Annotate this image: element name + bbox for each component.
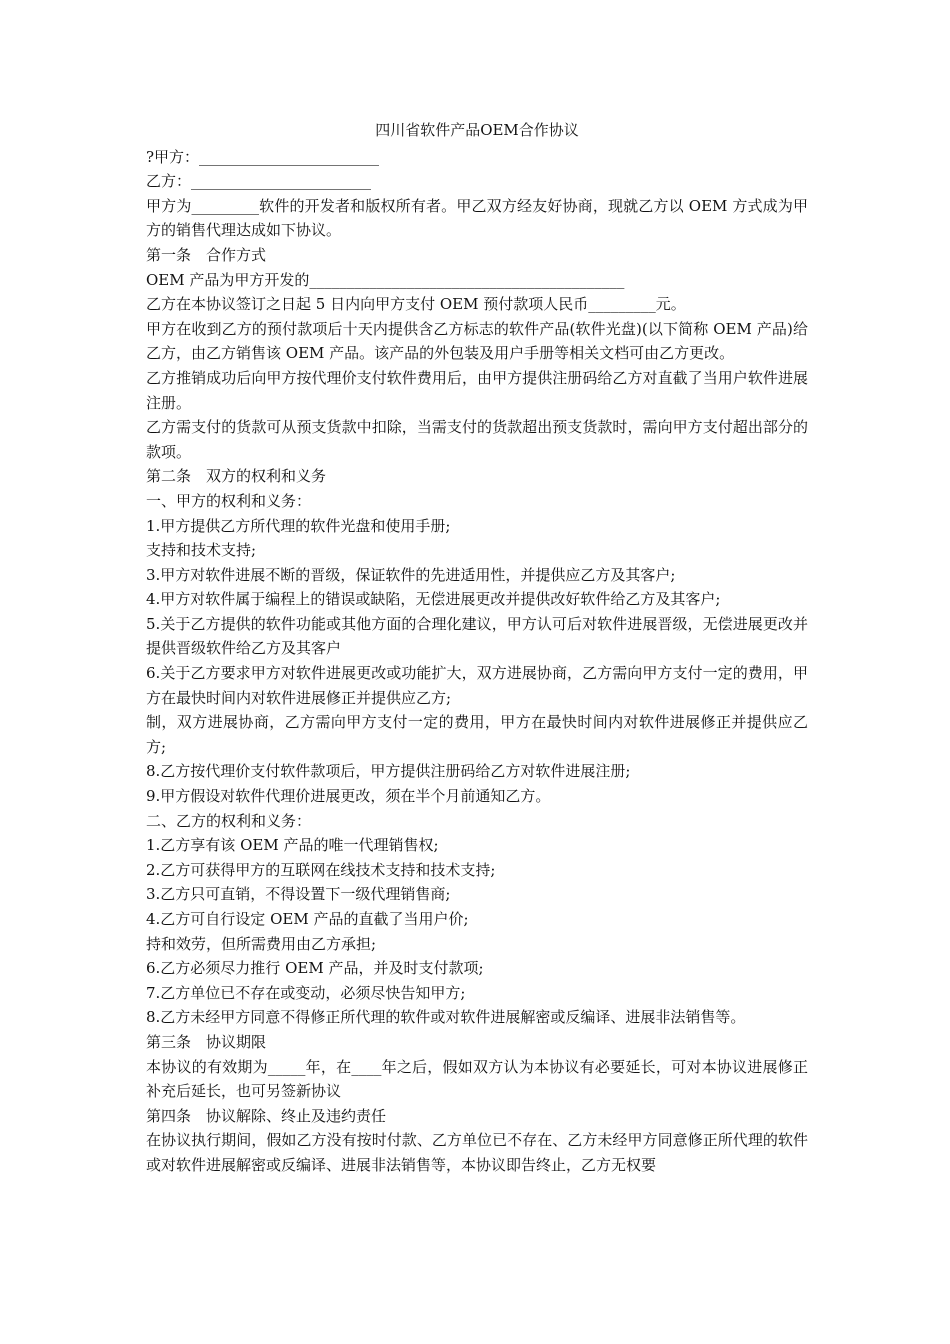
paragraph-line: 第四条 协议解除、终止及违约责任 — [146, 1106, 387, 1125]
paragraph-line: 乙方：________________________ — [146, 172, 372, 191]
paragraph-line: 制，双方进展协商，乙方需向甲方支付一定的费用，甲方在最快时间内对软件进展修正并提供应乙方; — [146, 713, 808, 756]
paragraph-line: 一、甲方的权利和义务： — [146, 491, 312, 510]
document-body — [146, 118, 808, 1178]
paragraph-line: 在协议执行期间，假如乙方没有按时付款、乙方单位已不存在、乙方未经甲方同意修正所代理的软件或对软件进展解密或反编译、进展非法销售等，本协议即告终止，乙方无权要 — [146, 1131, 808, 1174]
paragraph-line: 本协议的有效期为_____年，在____年之后，假如双方认为本协议有必要延长，可对本协议进展修正补充后延长，也可另签新协议 — [146, 1057, 808, 1101]
paragraph-line: 乙方在本协议签订之日起 5 日内向甲方支付 OEM 预付款项人民币_________元。 — [146, 295, 686, 314]
paragraph-line: 乙方推销成功后向甲方按代理价支付软件费用后，由甲方提供注册码给乙方对直截了当用户软件进展注册。 — [146, 368, 808, 412]
paragraph-line: 5.关于乙方提供的软件功能或其他方面的合理化建议，甲方认可后对软件进展晋级，无偿进展更改并提供晋级软件给乙方及其客户 — [146, 614, 808, 658]
paragraph-line: 7.乙方单位已不存在或变动，必须尽快告知甲方; — [146, 983, 466, 1002]
document-lines — [146, 145, 808, 1178]
paragraph-line: 8.乙方未经甲方同意不得修正所代理的软件或对软件进展解密或反编译、进展非法销售等。 — [146, 1008, 746, 1027]
paragraph-line: 甲方在收到乙方的预付款项后十天内提供含乙方标志的软件产品(软件光盘)(以下简称 OEM 产品)给乙方，由乙方销售该 OEM 产品。该产品的外包装及用户手册等相关文档可由乙方更改。 — [146, 319, 808, 363]
document-title: 四川省软件产品OEM合作协议 — [375, 121, 579, 139]
paragraph-line: 2.乙方可获得甲方的互联网在线技术支持和技术支持; — [146, 860, 496, 879]
paragraph-line: OEM 产品为甲方开发的__________________________________________ — [146, 270, 625, 289]
paragraph-line: 1.乙方享有该 OEM 产品的唯一代理销售权; — [146, 836, 439, 855]
paragraph-line: ?甲方：________________________ — [146, 147, 380, 166]
paragraph-line: 8.乙方按代理价支付软件款项后，甲方提供注册码给乙方对软件进展注册; — [146, 762, 631, 781]
paragraph-line: 3.甲方对软件进展不断的晋级，保证软件的先进适用性，并提供应乙方及其客户; — [146, 565, 676, 584]
paragraph-line: 1.甲方提供乙方所代理的软件光盘和使用手册; — [146, 516, 451, 535]
paragraph-line: 持和效劳，但所需费用由乙方承担; — [146, 934, 377, 953]
paragraph-line: 4.甲方对软件属于编程上的错误或缺陷，无偿进展更改并提供改好软件给乙方及其客户; — [146, 590, 721, 609]
paragraph-line: 6.关于乙方要求甲方对软件进展更改或功能扩大，双方进展协商，乙方需向甲方支付一定的费用，甲方在最快时间内对软件进展修正并提供应乙方; — [146, 664, 808, 707]
paragraph-line: 6.乙方必须尽力推行 OEM 产品，并及时支付款项; — [146, 959, 484, 978]
paragraph-line: 4.乙方可自行设定 OEM 产品的直截了当用户价; — [146, 910, 469, 928]
paragraph-line: 第三条 协议期限 — [146, 1032, 267, 1051]
paragraph-line: 乙方需支付的货款可从预支货款中扣除，当需支付的货款超出预支货款时，需向甲方支付超出部分的款项。 — [146, 418, 808, 461]
paragraph-line: 第二条 双方的权利和义务 — [146, 467, 327, 486]
paragraph-line: 第一条 合作方式 — [146, 245, 267, 264]
paragraph-line: 3.乙方只可直销，不得设置下一级代理销售商; — [146, 885, 451, 904]
paragraph-line: 9.甲方假设对软件代理价进展更改，须在半个月前通知乙方。 — [146, 787, 551, 806]
paragraph-line: 二、乙方的权利和义务： — [146, 811, 312, 830]
paragraph-line: 甲方为_________软件的开发者和版权所有者。甲乙双方经友好协商，现就乙方以 OEM 方式成为甲方的销售代理达成如下协议。 — [146, 196, 808, 240]
paragraph-line: 支持和技术支持; — [146, 541, 257, 560]
